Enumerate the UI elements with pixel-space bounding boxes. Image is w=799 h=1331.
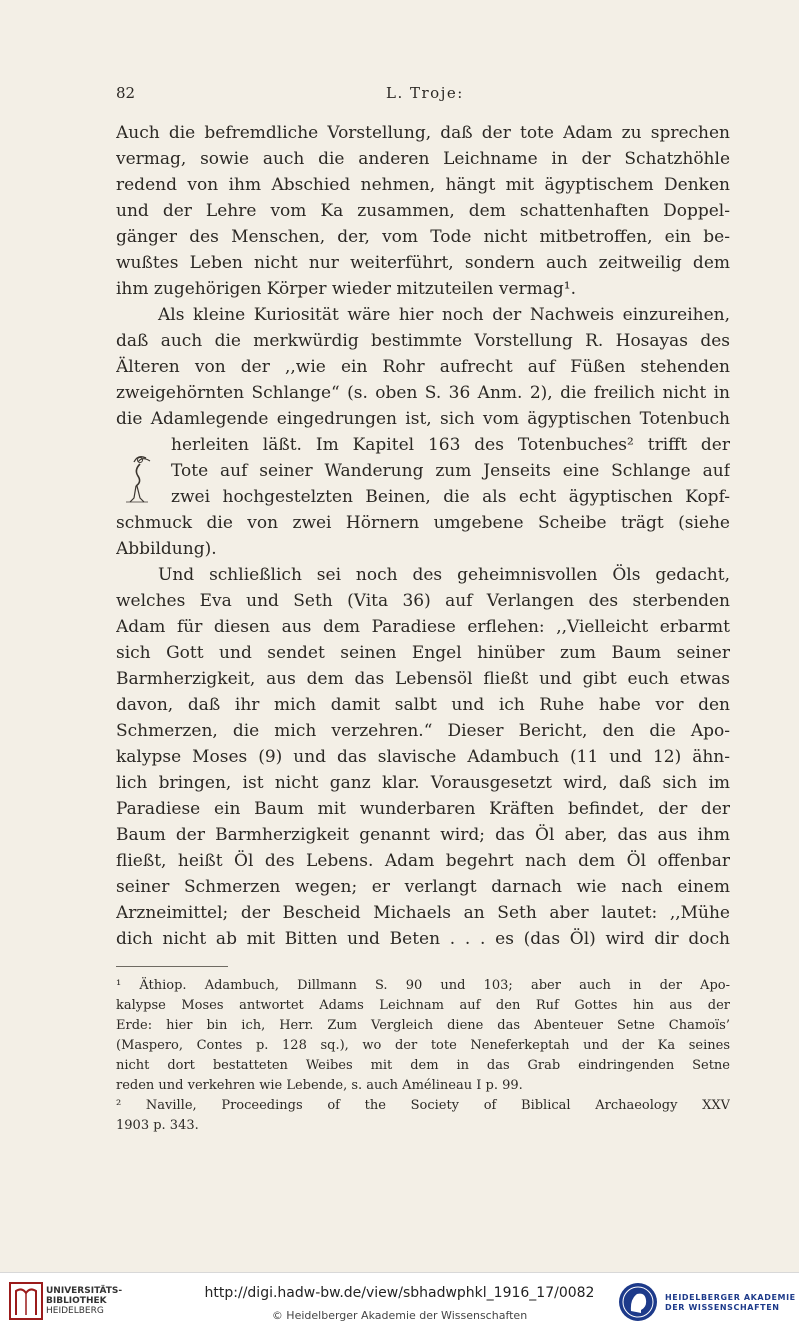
serpent-on-legs-figure <box>116 452 166 512</box>
text-line: redend von ihm Abschied nehmen, hängt mit ägyptischem Denken <box>116 175 730 195</box>
text-line: Auch die befremdliche Vorstellung, daß der tote Adam zu sprechen <box>116 123 730 143</box>
footnote-divider <box>116 966 228 967</box>
footnote-line: ² Naville, Proceedings of the Society of Biblical Archaeology XXV <box>116 1098 730 1113</box>
text-line: welches Eva und Seth (Vita 36) auf Verlangen des sterbenden <box>116 591 730 611</box>
permalink-url[interactable]: http://digi.hadw-bw.de/view/sbhadwphkl_1916_17/0082 <box>204 1285 595 1301</box>
text-line: zweigehörnten Schlange“ (s. oben S. 36 Anm. 2), die freilich nicht in <box>116 383 730 403</box>
running-head <box>116 84 730 106</box>
academy-name: HEIDELBERGER AKADEMIE DER WISSENSCHAFTEN <box>665 1293 796 1312</box>
text-line: vermag, sowie auch die anderen Leichname in der Schatzhöhle <box>116 149 730 169</box>
text-line: kalypse Moses (9) und das slavische Adambuch (11 und 12) ähn- <box>116 747 730 767</box>
footnote-line: ¹ Äthiop. Adambuch, Dillmann S. 90 und 103; aber auch in der Apo- <box>116 978 730 993</box>
text-line: sich Gott und sendet seinen Engel hinüber zum Baum seiner <box>116 643 730 663</box>
text-line: gänger des Menschen, der, vom Tode nicht mitbetroffen, ein be- <box>116 227 730 247</box>
text-line: lich bringen, ist nicht ganz klar. Vorausgesetzt wird, daß sich im <box>116 773 730 793</box>
copyright-notice: © Heidelberger Akademie der Wissenschaften <box>271 1309 528 1322</box>
text-line: schmuck die von zwei Hörnern umgebene Scheibe trägt (siehe <box>116 513 730 533</box>
text-line: Adam für diesen aus dem Paradiese erflehen: ,,Vielleicht erbarmt <box>116 617 730 637</box>
text-line: Abbildung). <box>116 539 217 559</box>
text-line: herleiten läßt. Im Kapitel 163 des Totenbuches² trifft der <box>171 435 730 455</box>
text-line: zwei hochgestelzten Beinen, die als echt ägyptischen Kopf- <box>171 487 730 507</box>
viewer-footer <box>0 1272 799 1331</box>
body-text <box>116 120 730 952</box>
text-line: Arzneimittel; der Bescheid Michaels an Seth aber lautet: ,,Mühe <box>116 903 730 923</box>
paragraph-serpent <box>116 302 730 432</box>
text-line: Schmerzen, die mich verzehren.“ Dieser Bericht, den die Apo- <box>116 721 730 741</box>
footnotes <box>116 976 730 1136</box>
text-line: Paradiese ein Baum mit wunderbaren Kräften befindet, der der <box>116 799 730 819</box>
paragraph-serpent-end <box>116 510 730 562</box>
footnote-line: kalypse Moses antwortet Adams Leichnam auf den Ruf Gottes hin aus der <box>116 998 730 1013</box>
university-library-name: UNIVERSITÄTS- BIBLIOTHEK HEIDELBERG <box>46 1286 123 1316</box>
text-line: davon, daß ihr mich damit salbt und ich Ruhe habe vor den <box>116 695 730 715</box>
text-line: dich nicht ab mit Bitten und Beten . . . es (das Öl) wird dir doch <box>116 929 730 949</box>
text-line: Als kleine Kuriosität wäre hier noch der Nachweis einzureihen, <box>158 305 730 325</box>
text-line: Und schließlich sei noch des geheimnisvollen Öls gedacht, <box>158 565 730 585</box>
text-line: fließt, heißt Öl des Lebens. Adam begehrt nach dem Öl offenbar <box>116 851 730 871</box>
text-line: ihm zugehörigen Körper wieder mitzuteilen vermag¹. <box>116 279 577 299</box>
text-line: Baum der Barmherzigkeit genannt wird; das Öl aber, das aus ihm <box>116 825 730 845</box>
text-line: wußtes Leben nicht nur weiterführt, sondern auch zeitweilig dem <box>116 253 730 273</box>
paragraph-adam-speech <box>116 120 730 302</box>
running-title: L. Troje: <box>386 84 464 102</box>
text-line: seiner Schmerzen wegen; er verlangt darnach wie nach einem <box>116 877 730 897</box>
text-line: und der Lehre vom Ka zusammen, dem schattenhaften Doppel- <box>116 201 730 221</box>
footnote-line: Erde: hier bin ich, Herr. Zum Vergleich diene das Abenteuer Setne Chamoïs’ <box>116 1018 730 1033</box>
academy-seal-icon <box>617 1281 659 1323</box>
footnote-line: (Maspero, Contes p. 128 sq.), wo der tote Neneferkeptah und der Ka seines <box>116 1038 730 1053</box>
text-line: Barmherzigkeit, aus dem das Lebensöl fließt und gibt euch etwas <box>116 669 730 689</box>
text-line: Älteren von der ,,wie ein Rohr aufrecht auf Füßen stehenden <box>116 357 730 377</box>
text-line: Tote auf seiner Wanderung zum Jenseits eine Schlange auf <box>171 461 730 481</box>
text-line: daß auch die merkwürdig bestimmte Vorstellung R. Hosayas des <box>116 331 730 351</box>
footnote-line: reden und verkehren wie Lebende, s. auch Amélineau I p. 99. <box>116 1078 523 1093</box>
page-number: 82 <box>116 84 136 102</box>
paragraph-serpent-figure-wrap <box>116 432 730 510</box>
footnote-line: nicht dort bestatteten Weibes mit dem in das Grab eindringenden Setne <box>116 1058 730 1073</box>
text-line: die Adamlegende eingedrungen ist, sich vom ägyptischen Totenbuch <box>116 409 730 429</box>
footnote-line: 1903 p. 343. <box>116 1118 199 1133</box>
paragraph-oil <box>116 562 730 952</box>
